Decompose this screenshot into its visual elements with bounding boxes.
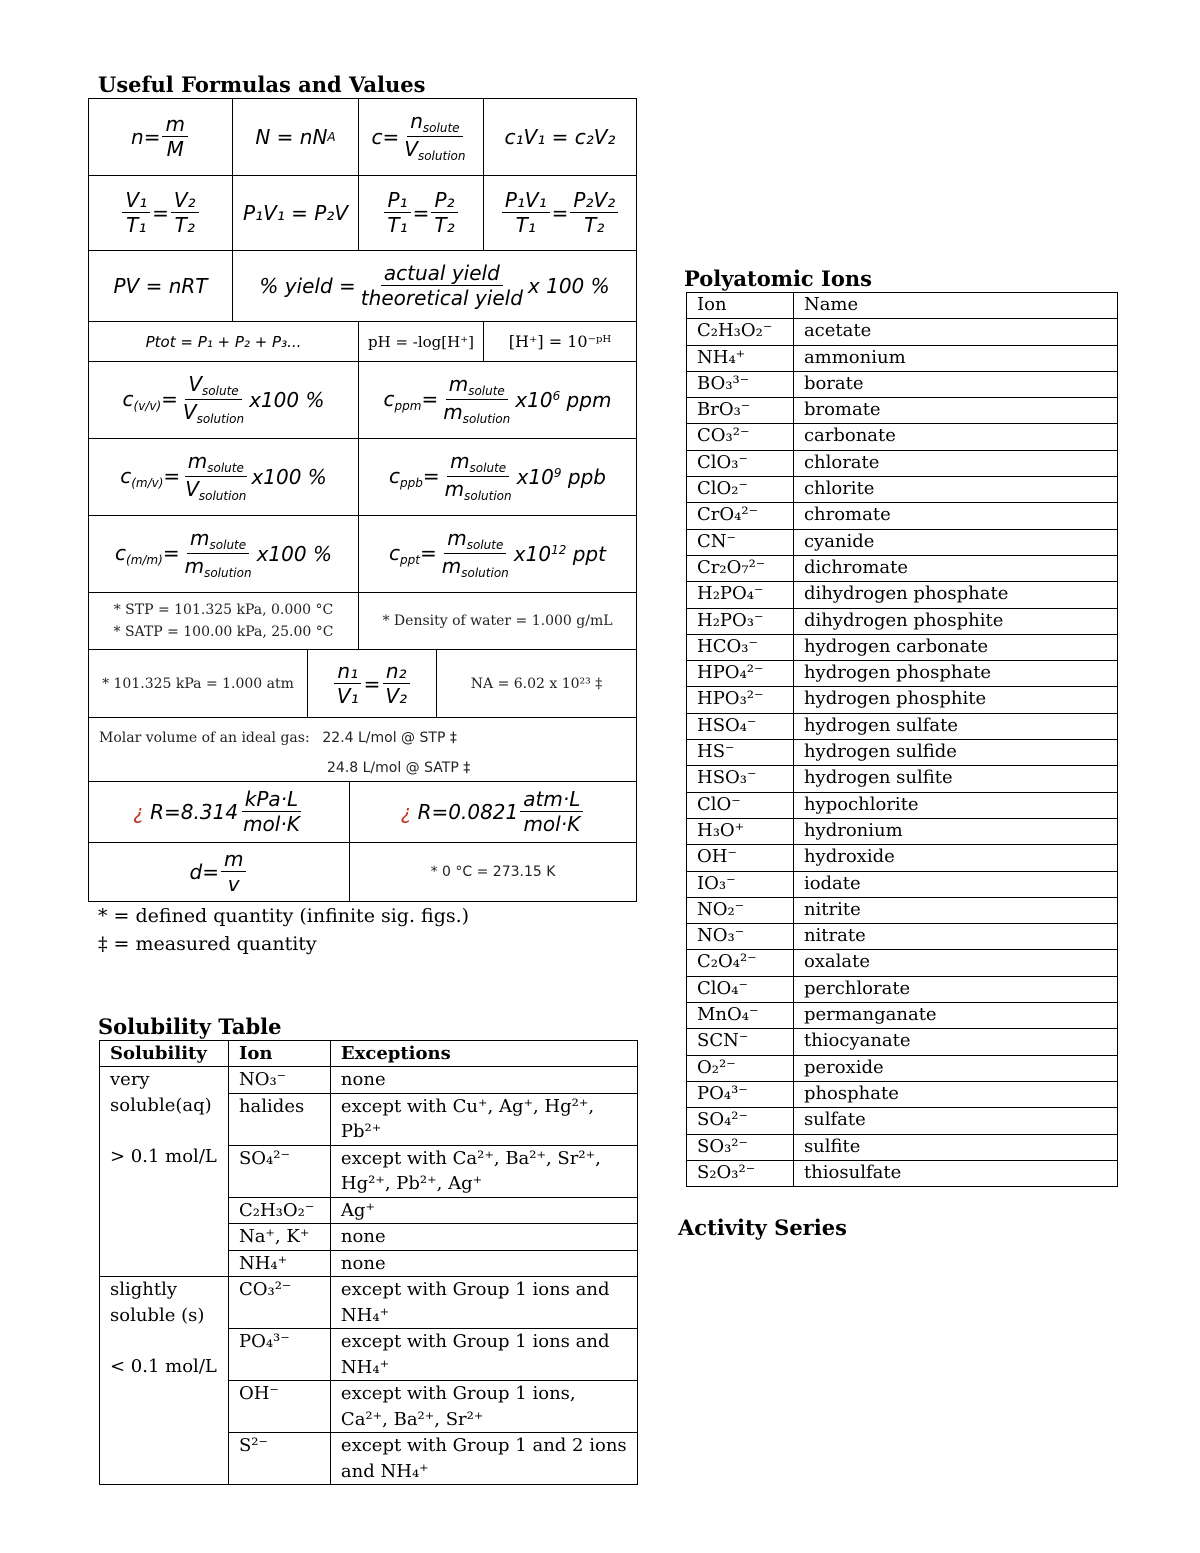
table-row xyxy=(687,845,1118,871)
table-row xyxy=(687,818,1118,844)
table-row xyxy=(687,924,1118,950)
ion-cell: NO₃⁻ xyxy=(228,1067,330,1094)
table-row xyxy=(687,582,1118,608)
mm-concentration: $c_{(m/m)}=$ $\frac{m_{solute}}{m_{solution}}$ x100 % xyxy=(89,516,359,593)
mv-concentration: $c_{(m/v)}=$ $\frac{m_{solute}}{V_{solution}}$ x100 % xyxy=(89,439,359,516)
ion-formula-cell: H₂PO₄⁻ xyxy=(687,582,794,608)
ion-name-cell: thiocyanate xyxy=(793,1029,1117,1055)
combined-gas-law: $\frac{\text{P₁V₁}}{\text{T₁}}$ = $\frac{\text{P₂V₂}}{\text{T₂}}$ xyxy=(484,176,636,251)
avogadro-formula: N = nN A xyxy=(233,99,359,176)
avogadro-law: $\frac{\text{n₁}}{\text{V₁}}$ = $\frac{\text{n₂}}{\text{V₂}}$ xyxy=(308,650,437,718)
table-row xyxy=(687,687,1118,713)
dilution-formula: c₁V₁ = c₂V₂ xyxy=(484,99,636,176)
gas-constant-kpa: ¿ R=8.314 $\frac{\text{kPa·L}}{\text{mol·K}}$ xyxy=(89,782,350,843)
exception-cell: except with Group 1 and 2 ions and NH₄⁺ xyxy=(330,1433,637,1485)
ion-name-cell: permanganate xyxy=(793,1003,1117,1029)
table-row xyxy=(687,976,1118,1002)
water-density: * Density of water = 1.000 g/mL xyxy=(359,593,636,650)
table-row xyxy=(687,1003,1118,1029)
concentration-formula: c= $\frac{n_{solute}}{V_{solution}}$ xyxy=(359,99,484,176)
ion-name-cell: acetate xyxy=(793,319,1117,345)
ion-formula-cell: NO₃⁻ xyxy=(687,924,794,950)
ion-name-cell: iodate xyxy=(793,871,1117,897)
table-row xyxy=(687,345,1118,371)
ion-formula-cell: HPO₄²⁻ xyxy=(687,661,794,687)
ion-name-cell: dichromate xyxy=(793,555,1117,581)
table-row xyxy=(687,555,1118,581)
ion-formula-cell: O₂²⁻ xyxy=(687,1055,794,1081)
density-formula: d= $\frac{m}{v}$ xyxy=(89,843,350,901)
exception-cell: none xyxy=(330,1250,637,1277)
formula-grid xyxy=(88,98,637,902)
table-row xyxy=(687,740,1118,766)
table-row xyxy=(687,792,1118,818)
ion-name-cell: hydrogen sulfide xyxy=(793,740,1117,766)
ion-formula-cell: SO₄²⁻ xyxy=(687,1108,794,1134)
ion-formula-cell: HS⁻ xyxy=(687,740,794,766)
ion-formula-cell: Cr₂O₇²⁻ xyxy=(687,555,794,581)
exception-cell: except with Group 1 ions and NH₄⁺ xyxy=(330,1329,637,1381)
table-row xyxy=(687,1055,1118,1081)
ion-formula-cell: PO₄³⁻ xyxy=(687,1081,794,1107)
ion-name-cell: hydroxide xyxy=(793,845,1117,871)
formulas-title: Useful Formulas and Values xyxy=(98,72,426,97)
ion-name-cell: peroxide xyxy=(793,1055,1117,1081)
exception-cell: except with Ca²⁺, Ba²⁺, Sr²⁺, Hg²⁺, Pb²⁺, Ag⁺ xyxy=(330,1145,637,1197)
table-row xyxy=(687,477,1118,503)
table-row xyxy=(687,713,1118,739)
ion-cell: OH⁻ xyxy=(228,1381,330,1433)
ion-name-cell: sulfite xyxy=(793,1134,1117,1160)
dalton-law: Ptot = P₁ + P₂ + P₃... xyxy=(89,322,359,362)
ph-formula: pH = -log[H⁺] xyxy=(359,322,484,362)
boyles-law: P₁V₁ = P₂V xyxy=(233,176,359,251)
ion-cell: Na⁺, K⁺ xyxy=(228,1224,330,1251)
exception-cell: none xyxy=(330,1224,637,1251)
ion-formula-cell: SCN⁻ xyxy=(687,1029,794,1055)
slightly-soluble-cell: slightly soluble (s) < 0.1 mol/L xyxy=(100,1277,229,1485)
ion-name-cell: borate xyxy=(793,371,1117,397)
ion-formula-cell: OH⁻ xyxy=(687,845,794,871)
h-concentration-formula: [H⁺] = 10⁻ᵖᴴ xyxy=(484,322,636,362)
ion-name-cell: dihydrogen phosphite xyxy=(793,608,1117,634)
table-row xyxy=(687,1160,1118,1186)
solubility-title: Solubility Table xyxy=(98,1014,282,1039)
activity-title: Activity Series xyxy=(678,1215,847,1240)
ion-name-cell: carbonate xyxy=(793,424,1117,450)
ion-name-cell: nitrate xyxy=(793,924,1117,950)
header-ion: Ion xyxy=(228,1041,330,1067)
table-row xyxy=(687,450,1118,476)
ion-name-cell: thiosulfate xyxy=(793,1160,1117,1186)
ion-name-cell: dihydrogen phosphate xyxy=(793,582,1117,608)
ion-formula-cell: NH₄⁺ xyxy=(687,345,794,371)
ion-name-cell: chlorite xyxy=(793,477,1117,503)
header-exceptions: Exceptions xyxy=(330,1041,637,1067)
ion-name-cell: chromate xyxy=(793,503,1117,529)
ion-cell: halides xyxy=(228,1093,330,1145)
ion-name-cell: ammonium xyxy=(793,345,1117,371)
ion-name-cell: bromate xyxy=(793,398,1117,424)
header-solubility: Solubility xyxy=(100,1041,229,1067)
ion-cell: PO₄³⁻ xyxy=(228,1329,330,1381)
ion-cell: NH₄⁺ xyxy=(228,1250,330,1277)
table-row xyxy=(687,503,1118,529)
kelvin-conversion: * 0 °C = 273.15 K xyxy=(430,864,556,880)
ion-formula-cell: NO₂⁻ xyxy=(687,897,794,923)
stp-satp-values: * STP = 101.325 kPa, 0.000 °C * SATP = 100.00 kPa, 25.00 °C xyxy=(89,593,359,650)
ion-formula-cell: C₂O₄²⁻ xyxy=(687,950,794,976)
table-row xyxy=(687,398,1118,424)
ion-name-cell: cyanide xyxy=(793,529,1117,555)
ion-formula-cell: ClO₃⁻ xyxy=(687,450,794,476)
header-ion: Ion xyxy=(687,293,794,319)
ion-formula-cell: ClO₄⁻ xyxy=(687,976,794,1002)
ion-formula-cell: ClO⁻ xyxy=(687,792,794,818)
solubility-table xyxy=(99,1040,638,1485)
table-row xyxy=(687,529,1118,555)
table-row xyxy=(687,1081,1118,1107)
ion-cell: S²⁻ xyxy=(228,1433,330,1485)
ion-formula-cell: S₂O₃²⁻ xyxy=(687,1160,794,1186)
ion-formula-cell: ClO₂⁻ xyxy=(687,477,794,503)
vv-concentration: $c_{(v/v)}=$ $\frac{V_{solute}}{V_{solution}}$ x100 % xyxy=(89,362,359,439)
ion-name-cell: chlorate xyxy=(793,450,1117,476)
ion-name-cell: hydrogen sulfite xyxy=(793,766,1117,792)
table-row xyxy=(687,634,1118,660)
ion-formula-cell: HCO₃⁻ xyxy=(687,634,794,660)
avogadro-constant: NA = 6.02 x 10²³ ‡ xyxy=(437,650,636,718)
atm-conversion: * 101.325 kPa = 1.000 atm xyxy=(89,650,308,718)
table-row xyxy=(100,1041,638,1067)
table-row xyxy=(687,293,1118,319)
table-row xyxy=(687,371,1118,397)
ion-name-cell: hydrogen carbonate xyxy=(793,634,1117,660)
molar-volume: Molar volume of an ideal gas: 22.4 L/mol @ STP ‡ 24.8 L/mol @ SATP ‡ xyxy=(89,718,636,782)
ppb-concentration: $c_{ppb}=$ $\frac{m_{solute}}{m_{solution}}$ $x10^9$ ppb xyxy=(359,439,636,516)
gay-lussac-law: $\frac{\text{P₁}}{\text{T₁}}$ = $\frac{\text{P₂}}{\text{T₂}}$ xyxy=(359,176,484,251)
ion-formula-cell: CO₃²⁻ xyxy=(687,424,794,450)
ion-formula-cell: IO₃⁻ xyxy=(687,871,794,897)
ion-name-cell: nitrite xyxy=(793,897,1117,923)
ion-formula-cell: CrO₄²⁻ xyxy=(687,503,794,529)
table-row xyxy=(687,608,1118,634)
table-row xyxy=(687,766,1118,792)
ideal-gas-law: PV = nRT xyxy=(89,251,233,322)
ion-name-cell: phosphate xyxy=(793,1081,1117,1107)
exception-cell: none xyxy=(330,1067,637,1094)
ion-name-cell: hydrogen phosphite xyxy=(793,687,1117,713)
table-row xyxy=(687,871,1118,897)
table-row xyxy=(687,661,1118,687)
moles-formula: n= $\frac{m}{M}$ xyxy=(89,99,233,176)
ion-name-cell: oxalate xyxy=(793,950,1117,976)
ion-formula-cell: H₃O⁺ xyxy=(687,818,794,844)
table-row xyxy=(687,424,1118,450)
ion-formula-cell: HSO₃⁻ xyxy=(687,766,794,792)
ion-cell: C₂H₃O₂⁻ xyxy=(228,1197,330,1224)
table-row xyxy=(100,1277,638,1329)
exception-cell: Ag⁺ xyxy=(330,1197,637,1224)
exception-cell: except with Group 1 ions and NH₄⁺ xyxy=(330,1277,637,1329)
exception-cell: except with Group 1 ions, Ca²⁺, Ba²⁺, Sr²⁺ xyxy=(330,1381,637,1433)
ion-formula-cell: CN⁻ xyxy=(687,529,794,555)
legend-measured: ‡ = measured quantity xyxy=(98,933,317,955)
ppm-concentration: $c_{ppm}=$ $\frac{m_{solute}}{m_{solution}}$ $x10^6$ ppm xyxy=(359,362,636,439)
ion-formula-cell: BO₃³⁻ xyxy=(687,371,794,397)
table-row xyxy=(100,1067,638,1094)
ion-cell: CO₃²⁻ xyxy=(228,1277,330,1329)
very-soluble-cell: very soluble(aq) > 0.1 mol/L xyxy=(100,1067,229,1277)
table-row xyxy=(687,1029,1118,1055)
ion-formula-cell: SO₃²⁻ xyxy=(687,1134,794,1160)
ion-name-cell: perchlorate xyxy=(793,976,1117,1002)
legend-defined: * = defined quantity (infinite sig. figs.) xyxy=(98,905,470,927)
ion-name-cell: hydrogen sulfate xyxy=(793,713,1117,739)
header-name: Name xyxy=(793,293,1117,319)
table-row xyxy=(687,950,1118,976)
table-row xyxy=(687,897,1118,923)
table-row xyxy=(687,1134,1118,1160)
polyatomic-title: Polyatomic Ions xyxy=(684,266,872,291)
ion-formula-cell: C₂H₃O₂⁻ xyxy=(687,319,794,345)
exception-cell: except with Cu⁺, Ag⁺, Hg²⁺, Pb²⁺ xyxy=(330,1093,637,1145)
gas-constant-atm: ¿ R=0.0821 $\frac{\text{atm·L}}{\text{mol·K}}$ xyxy=(350,782,636,843)
ion-name-cell: hypochlorite xyxy=(793,792,1117,818)
ion-cell: SO₄²⁻ xyxy=(228,1145,330,1197)
table-row xyxy=(687,319,1118,345)
ion-formula-cell: MnO₄⁻ xyxy=(687,1003,794,1029)
ion-formula-cell: HPO₃²⁻ xyxy=(687,687,794,713)
ion-name-cell: hydronium xyxy=(793,818,1117,844)
charles-law: $\frac{\text{V₁}}{\text{T₁}}$ = $\frac{\text{V₂}}{\text{T₂}}$ xyxy=(89,176,233,251)
ion-formula-cell: BrO₃⁻ xyxy=(687,398,794,424)
ion-name-cell: hydrogen phosphate xyxy=(793,661,1117,687)
percent-yield: % yield = $\frac{\text{actual yield}}{\text{theoretical yield}}$ x 100 % xyxy=(233,251,636,322)
polyatomic-table xyxy=(686,292,1118,1187)
table-row xyxy=(687,1108,1118,1134)
ppt-concentration: $c_{ppt}=$ $\frac{m_{solute}}{m_{solution}}$ $x10^{12}$ ppt xyxy=(359,516,636,593)
ion-name-cell: sulfate xyxy=(793,1108,1117,1134)
ion-formula-cell: H₂PO₃⁻ xyxy=(687,608,794,634)
ion-formula-cell: HSO₄⁻ xyxy=(687,713,794,739)
